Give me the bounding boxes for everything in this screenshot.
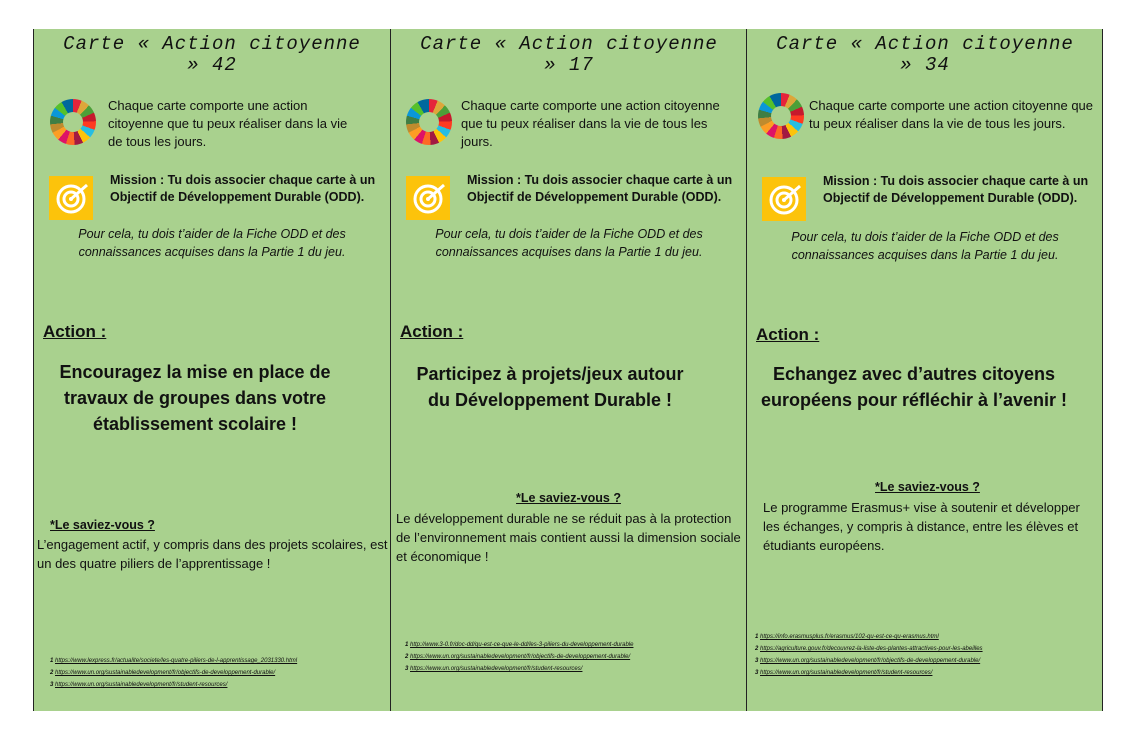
instruction-text: Pour cela, tu dois t’aider de la Fiche ODD et des connaissances acquises dans la Partie 1 du jeu. (78, 227, 346, 259)
target-icon (49, 176, 93, 220)
saviez-heading: *Le saviez-vous ? (50, 518, 155, 532)
footnote: 3 https://www.un.org/sustainabledevelopment/fr/objectifs-de-developpement-durable/ (755, 658, 981, 664)
card-title: Carte « Action citoyenne » 42 (63, 33, 361, 76)
card-title: Carte « Action citoyenne » 17 (420, 33, 718, 76)
footnote: 3 https://www.un.org/sustainabledevelopment/fr/student-resources/ (405, 666, 583, 672)
footnote: 2 https://www.un.org/sustainabledevelopment/fr/objectifs-de-developpement-durable/ (405, 654, 631, 660)
sdg-wheel-icon (758, 93, 804, 139)
action-text: Participez à projets/jeux autour du Développement Durable ! (416, 364, 684, 410)
sdg-wheel-icon (50, 99, 96, 145)
mission-text: Mission : Tu dois associer chaque carte à un Objectif de Développement Durable (ODD). (823, 174, 1089, 205)
footnote: 1 https://info.erasmusplus.fr/erasmus/102-qu-est-ce-qu-erasmus.html (755, 634, 939, 640)
intro-text: Chaque carte comporte une action citoyenne que tu peux réaliser dans la vie de tous les jours. (108, 98, 348, 149)
footnotes (50, 655, 297, 691)
footnote: 3 https://www.un.org/sustainabledevelopment/fr/student-resources/ (50, 682, 228, 688)
card-42 (33, 29, 390, 711)
sdg-wheel-icon (406, 99, 452, 145)
instruction-text: Pour cela, tu dois t’aider de la Fiche ODD et des connaissances acquises dans la Partie 1 du jeu. (791, 230, 1059, 262)
card-sheet (33, 29, 1103, 711)
card-34 (746, 29, 1103, 711)
saviez-heading: *Le saviez-vous ? (516, 491, 621, 505)
instruction-text: Pour cela, tu dois t’aider de la Fiche ODD et des connaissances acquises dans la Partie 1 du jeu. (435, 227, 703, 259)
saviez-heading: *Le saviez-vous ? (875, 480, 980, 494)
footnote: 3 https://www.un.org/sustainabledevelopment/fr/student-resources/ (755, 670, 933, 676)
action-heading: Action : (756, 325, 820, 344)
action-text: Encouragez la mise en place de travaux de groupes dans votre établissement scolaire ! (59, 362, 331, 434)
footnote: 2 https://agriculture.gouv.fr/decouvrez-la-liste-des-plantes-attractives-pour-les-abeilles (755, 646, 983, 652)
target-icon (762, 177, 806, 221)
saviez-text: Le programme Erasmus+ vise à soutenir et développer les échanges, y compris à distance, entre les élèves et étudiants européens. (763, 500, 1080, 553)
action-heading: Action : (43, 322, 107, 341)
footnote: 2 https://www.un.org/sustainabledevelopment/fr/objectifs-de-developpement-durable/ (50, 670, 276, 676)
action-heading: Action : (400, 322, 464, 341)
action-text: Echangez avec d’autres citoyens européens pour réfléchir à l’avenir ! (760, 364, 1068, 410)
footnote: 1 http://www.3-0.fr/doc-dd/qu-est-ce-que-le-dd/les-3-piliers-du-developpement-durable (405, 642, 634, 648)
footnote: 1 https://www.lexpress.fr/actualite/societe/les-quatre-piliers-de-l-apprentissage_2031330.html (50, 658, 298, 664)
target-icon (406, 176, 450, 220)
card-17 (390, 29, 746, 711)
intro-text: Chaque carte comporte une action citoyenne que tu peux réaliser dans la vie de tous les jours. (809, 98, 1094, 131)
footnotes (405, 639, 633, 675)
mission-text: Mission : Tu dois associer chaque carte à un Objectif de Développement Durable (ODD). (467, 173, 733, 204)
footnotes (755, 631, 983, 679)
card-title: Carte « Action citoyenne » 34 (776, 33, 1074, 76)
saviez-text: L’engagement actif, y compris dans des projets scolaires, est un des quatre piliers de l’apprentissage ! (37, 537, 388, 571)
mission-text: Mission : Tu dois associer chaque carte à un Objectif de Développement Durable (ODD). (110, 173, 376, 204)
saviez-text: Le développement durable ne se réduit pas à la protection de l’environnement mais contient aussi la dimension sociale et économique ! (396, 511, 741, 564)
intro-text: Chaque carte comporte une action citoyenne que tu peux réaliser dans la vie de tous les jours. (461, 98, 720, 149)
